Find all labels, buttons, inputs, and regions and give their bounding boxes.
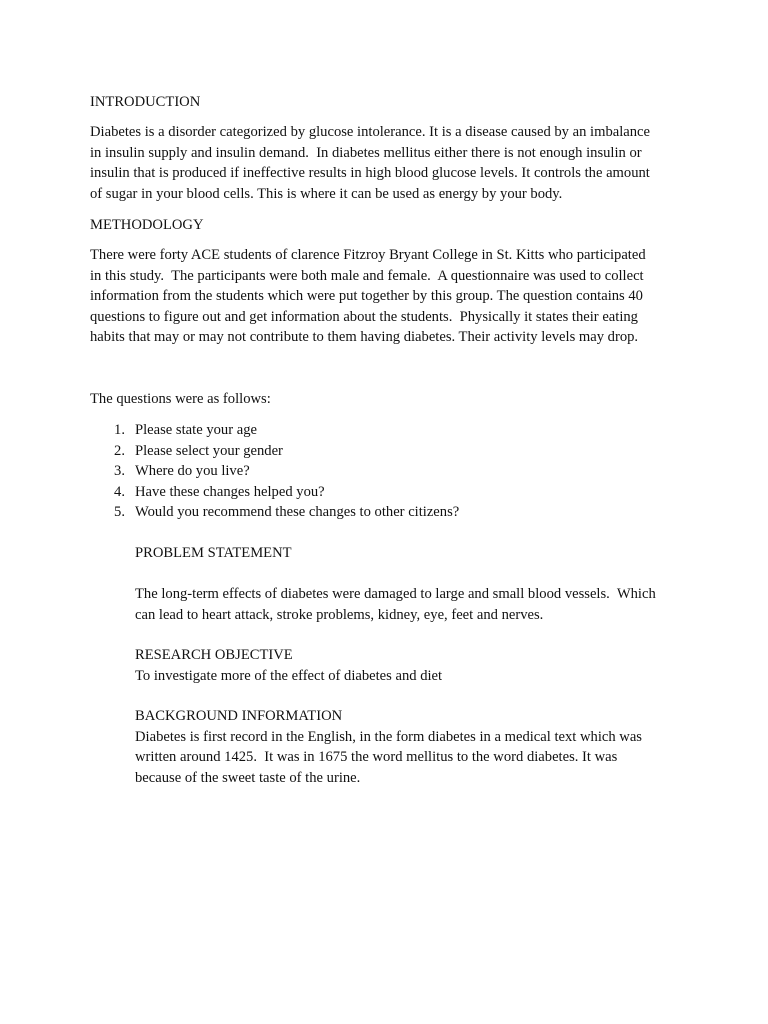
paragraph-line: questions to figure out and get information about the students. Physically it states their eating — [90, 308, 638, 325]
paragraph-line: The long-term effects of diabetes were damaged to large and small blood vessels. Which — [135, 586, 656, 602]
paragraph-line: in this study. The participants were both male and female. A questionnaire was used to collect — [90, 267, 644, 284]
paragraph-line: habits that may or may not contribute to them having diabetes. Their activity levels may drop. — [90, 329, 639, 346]
list-text: Would you recommend these changes to other citizens? — [135, 504, 460, 521]
research-objective-text: To investigate more of the effect of diabetes and diet — [135, 667, 443, 684]
list-text: Have these changes helped you? — [135, 483, 325, 500]
background-block — [135, 706, 642, 788]
questions-intro: The questions were as follows: — [90, 391, 271, 407]
research-objective-block — [135, 645, 442, 686]
introduction-paragraph — [90, 122, 650, 204]
list-number: 5. — [114, 504, 125, 521]
research-objective-heading: RESEARCH OBJECTIVE — [135, 647, 293, 663]
list-text: Please select your gender — [135, 442, 283, 459]
list-text: Please state your age — [135, 422, 257, 438]
problem-statement-heading: PROBLEM STATEMENT — [135, 545, 292, 561]
methodology-heading: METHODOLOGY — [90, 217, 204, 233]
paragraph-line: because of the sweet taste of the urine. — [135, 769, 361, 786]
paragraph-line: of sugar in your blood cells. This is where it can be used as energy by your body. — [90, 185, 563, 202]
methodology-paragraph — [90, 245, 646, 348]
paragraph-line: insulin that is produced if ineffective results in high blood glucose levels. It controls the amount — [90, 165, 650, 182]
list-number: 4. — [114, 483, 125, 500]
background-heading: BACKGROUND INFORMATION — [135, 708, 343, 724]
introduction-heading: INTRODUCTION — [90, 94, 201, 110]
list-text: Where do you live? — [135, 463, 250, 480]
paragraph-line: There were forty ACE students of clarence Fitzroy Bryant College in St. Kitts who participated — [90, 247, 646, 263]
paragraph-line: Diabetes is first record in the English, in the form diabetes in a medical text which was — [135, 728, 642, 745]
paragraph-line: Diabetes is a disorder categorized by glucose intolerance. It is a disease caused by an imbalance — [90, 124, 651, 140]
paragraph-line: information from the students which were put together by this group. The question contains 40 — [90, 288, 643, 305]
list-number: 2. — [114, 442, 125, 459]
list-number: 1. — [114, 422, 125, 438]
list-number: 3. — [114, 463, 125, 480]
paragraph-line: written around 1425. It was in 1675 the word mellitus to the word diabetes. It was — [135, 749, 618, 766]
problem-statement-paragraph — [135, 584, 656, 625]
paragraph-line: in insulin supply and insulin demand. In diabetes mellitus either there is not enough insulin or — [90, 144, 642, 161]
paragraph-line: can lead to heart attack, stroke problems, kidney, eye, feet and nerves. — [135, 606, 544, 623]
